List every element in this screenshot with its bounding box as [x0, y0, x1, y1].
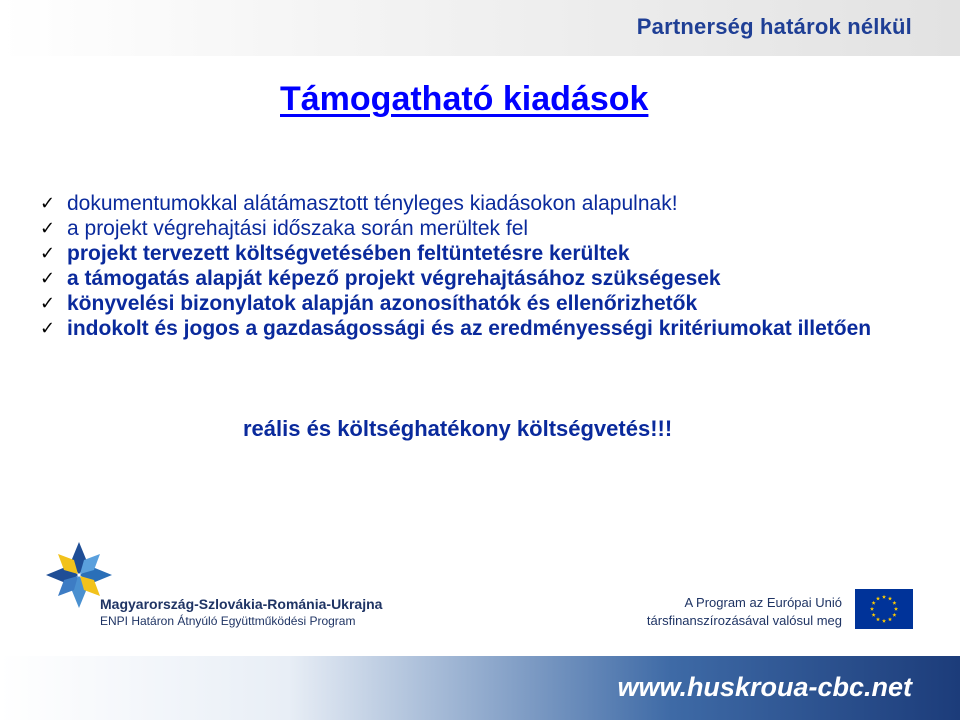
bullet-text: projekt tervezett költségvetésében feltüntetésre kerültek — [67, 242, 630, 265]
bullet-text: a projekt végrehajtási időszaka során merültek fel — [67, 217, 529, 240]
bullet-item — [40, 266, 920, 291]
bullet-text: a támogatás alapját képező projekt végrehajtásához szükségesek — [67, 267, 721, 290]
bullet-item — [40, 316, 920, 341]
checkmark-icon: ✓ — [40, 293, 56, 314]
bullet-item — [40, 216, 920, 241]
program-subtitle: ENPI Határon Átnyúló Együttműködési Program — [100, 614, 356, 628]
footer-url: www.huskroua-cbc.net — [617, 672, 912, 702]
slide-title: Támogatható kiadások — [280, 80, 649, 118]
program-logo — [44, 540, 384, 630]
checkmark-icon: ✓ — [40, 243, 56, 264]
bullet-text: dokumentumokkal alátámasztott tényleges kiadásokon alapulnak! — [67, 192, 678, 215]
header-band — [0, 0, 960, 56]
eu-text-line1: A Program az Európai Unió — [684, 595, 842, 610]
bullet-text: indokolt és jogos a gazdaságossági és az eredményességi kritériumokat illetően — [67, 317, 872, 340]
bullet-item — [40, 291, 920, 316]
checkmark-icon: ✓ — [40, 318, 56, 339]
bullet-item — [40, 241, 920, 266]
eu-cofinancing-text — [647, 594, 842, 630]
eu-text-line2: társfinanszírozásával valósul meg — [646, 613, 842, 628]
bullet-text: könyvelési bizonylatok alapján azonosíthatók és ellenőrizhetők — [67, 292, 698, 315]
eu-flag-icon — [855, 589, 913, 629]
checkmark-icon: ✓ — [40, 218, 56, 239]
header-tagline: Partnerség határok nélkül — [636, 14, 912, 39]
summary-text: reális és költséghatékony költségvetés!!! — [243, 416, 673, 441]
footer-band — [0, 656, 960, 720]
program-name: Magyarország-Szlovákia-Románia-Ukrajna — [100, 596, 383, 612]
checkmark-icon: ✓ — [40, 268, 56, 289]
bullet-list — [40, 191, 920, 341]
bullet-item — [40, 191, 920, 216]
checkmark-icon: ✓ — [40, 193, 56, 214]
